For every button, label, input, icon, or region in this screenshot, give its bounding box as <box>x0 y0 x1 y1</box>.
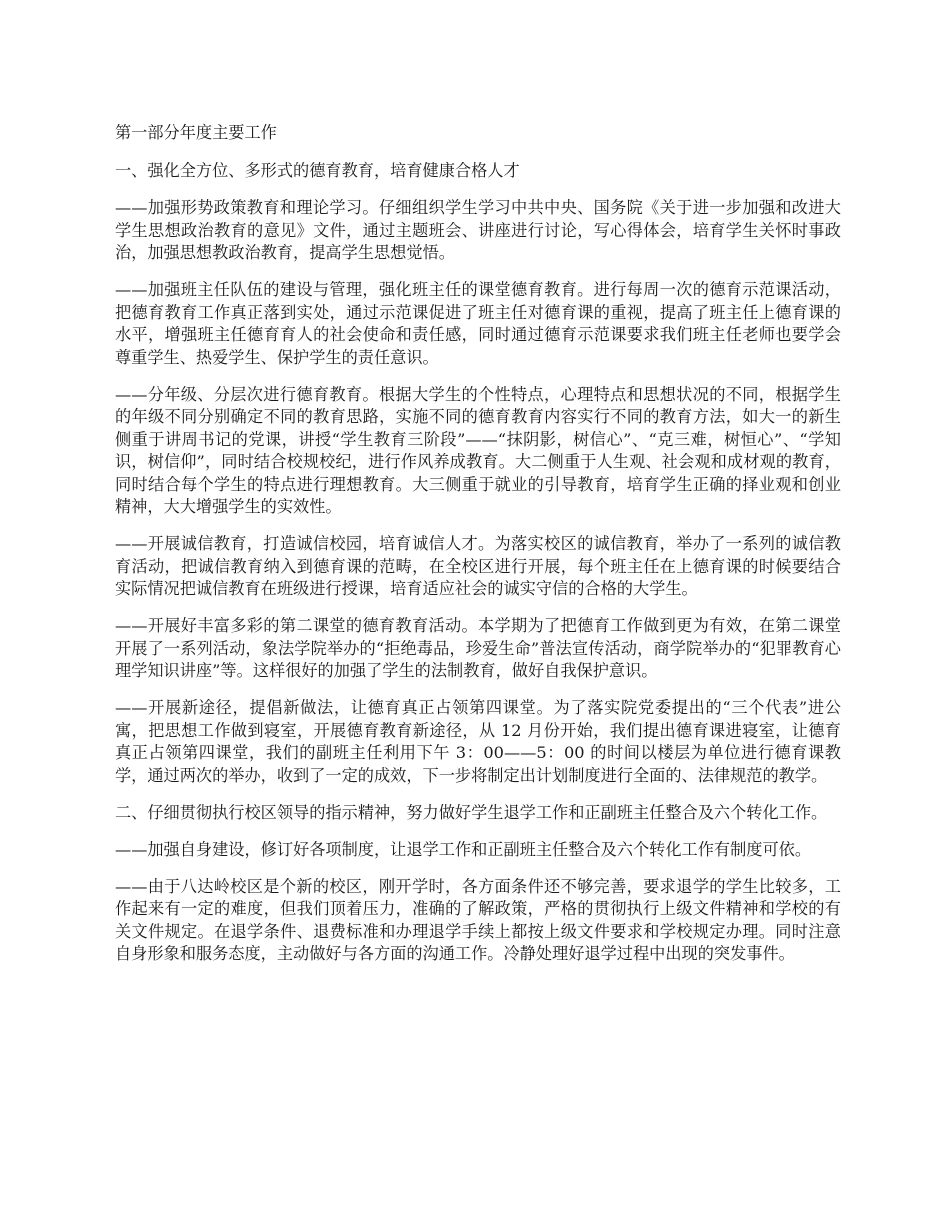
paragraph-class-teacher: ——加强班主任队伍的建设与管理，强化班主任的课堂德育教育。进行每周一次的德育示范课活动，把德育教育工作真正落到实处，通过示范课促进了班主任对德育课的重视，提高了班主任上德育课的水平，增强班主任德育育人的社会使命和责任感，同时通过德育示范课要求我们班主任老师也要学会尊重学生、热爱学生、保护学生的责任意识。 <box>115 280 841 367</box>
section-heading-1: 一、强化全方位、多形式的德育教育，培育健康合格人才 <box>115 160 520 180</box>
paragraph-fourth-classroom: ——开展新途径，提倡新做法，让德育真正占领第四课堂。为了落实院党委提出的“三个代表”进公寓，把思想工作做到寝室，开展德育教育新途径，从 12 月份开始，我们提出德育课进寝室，让德育真正占领第四课堂，我们的副班主任利用下午 3：00——5：00 的时间以楼层为单位进行德育课教学，通过两次的举办，收到了一定的成效，下一步将制定出计划制度进行全面的、法律规范的教学。 <box>115 698 841 785</box>
paragraph-second-classroom: ——开展好丰富多彩的第二课堂的德育教育活动。本学期为了把德育工作做到更为有效，在第二课堂开展了一系列活动，象法学院举办的“拒绝毒品，珍爱生命”普法宣传活动，商学院举办的“犯罪教育心理学知识讲座”等。这样很好的加强了学生的法制教育，做好自我保护意识。 <box>115 616 841 680</box>
paragraph-grade-level: ——分年级、分层次进行德育教育。根据大学生的个性特点，心理特点和思想状况的不同，根据学生的年级不同分别确定不同的教育思路，实施不同的德育教育内容实行不同的教育方法，如大一的新生侧重于讲周书记的党课，讲授“学生教育三阶段”——“抹阴影，树信心”、“克三难，树恒心”、“学知识，树信仰”，同时结合校规校纪，进行作风养成教育。大二侧重于人生观、社会观和成材观的教育，同时结合每个学生的特点进行理想教育。大三侧重于就业的引导教育，培育学生正确的择业观和创业精神，大大增强学生的实效性。 <box>115 384 841 516</box>
section-heading-2: 二、仔细贯彻执行校区领导的指示精神，努力做好学生退学工作和正副班主任整合及六个转化工作。 <box>115 802 828 822</box>
paragraph-withdrawal: ——由于八达岭校区是个新的校区，刚开学时，各方面条件还不够完善，要求退学的学生比较多，工作起来有一定的难度，但我们顶着压力，准确的了解政策，严格的贯彻执行上级文件精神和学校的有关文件规定。在退学条件、退费标准和办理退学手续上都按上级文件要求和学校规定办理。同时注意自身形象和服务态度，主动做好与各方面的沟通工作。冷静处理好退学过程中出现的突发事件。 <box>115 876 841 963</box>
paragraph-theory-study: ——加强形势政策教育和理论学习。仔细组织学生学习中共中央、国务院《关于进一步加强和改进大学生思想政治教育的意见》文件，通过主题班会、讲座进行讨论，写心得体会，培育学生关怀时事政治，加强思想教政治教育，提高学生思想觉悟。 <box>115 198 841 262</box>
paragraph-integrity: ——开展诚信教育，打造诚信校园，培育诚信人才。为落实校区的诚信教育，举办了一系列的诚信教育活动，把诚信教育纳入到德育课的范畴，在全校区进行开展，每个班主任在上德育课的时候要结合实际情况把诚信教育在班级进行授课，培育适应社会的诚实守信的合格的大学生。 <box>115 534 841 598</box>
paragraph-self-building: ——加强自身建设，修订好各项制度，让退学工作和正副班主任整合及六个转化工作有制度可依。 <box>115 839 812 859</box>
document-title: 第一部分年度主要工作 <box>115 123 277 142</box>
document-body <box>115 122 841 980</box>
